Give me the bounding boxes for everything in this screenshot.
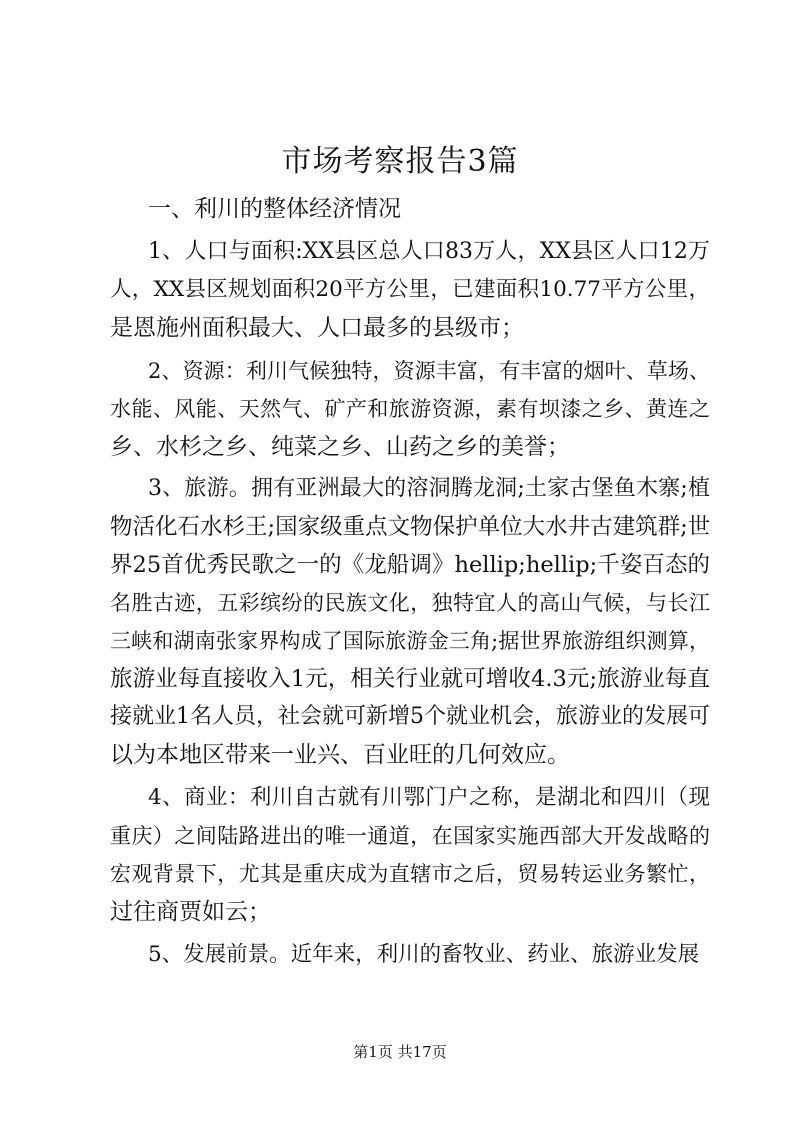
- paragraph-line: 5、发展前景。近年来，利川的畜牧业、药业、旅游业发展: [148, 942, 700, 967]
- paragraph-line: 4、商业：利川自古就有川鄂门户之称，是湖北和四川（现: [148, 785, 710, 810]
- paragraph-line: 接就业1名人员，社会就可新增5个就业机会，旅游业的发展可: [110, 704, 710, 729]
- paragraph-line: 水能、风能、天然气、矿产和旅游资源，素有坝漆之乡、黄连之: [110, 397, 710, 421]
- page-footer: 第1页 共17页: [353, 1043, 447, 1061]
- paragraph-line: 三峡和湖南张家界构成了国际旅游金三角;据世界旅游组织测算，: [110, 629, 710, 653]
- paragraph-line: 宏观背景下，尤其是重庆成为直辖市之后，贸易转运业务繁忙，: [110, 862, 710, 886]
- paragraph-line: 3、旅游。拥有亚洲最大的溶洞腾龙洞;土家古堡鱼木寨;植: [148, 476, 710, 501]
- paragraph-line: 2、资源：利川气候独特，资源丰富，有丰富的烟叶、草场、: [148, 359, 710, 383]
- paragraph-line: 1、人口与面积:XX县区总人口83万人，XX县区人口12万: [148, 239, 710, 264]
- paragraph-line: 是恩施州面积最大、人口最多的县级市；: [110, 315, 524, 341]
- paragraph-line: 旅游业每直接收入1元，相关行业就可增收4.3元;旅游业每直: [110, 666, 710, 692]
- paragraph-line: 名胜古迹，五彩缤纷的民族文化，独特宜人的高山气候，与长江: [110, 591, 710, 615]
- paragraph-line: 以为本地区带来一业兴、百业旺的几何效应。: [110, 742, 570, 768]
- paragraph-line: 人，XX县区规划面积20平方公里，已建面积10.77平方公里，: [110, 277, 710, 302]
- paragraph-line: 物活化石水杉王;国家级重点文物保护单位大水井古建筑群;世: [110, 514, 711, 540]
- paragraph-line: 界25首优秀民歌之一的《龙船调》hellip;hellip;千姿百态的: [110, 552, 710, 578]
- paragraph-line: 过往商贾如云；: [110, 899, 271, 925]
- section-heading: 一、利川的整体经济情况: [148, 196, 401, 222]
- document-title: 市场考察报告3篇: [281, 144, 519, 179]
- paragraph-line: 乡、水杉之乡、纯菜之乡、山药之乡的美誉；: [110, 434, 570, 460]
- paragraph-line: 重庆）之间陆路进出的唯一通道，在国家实施西部大开发战略的: [110, 824, 710, 848]
